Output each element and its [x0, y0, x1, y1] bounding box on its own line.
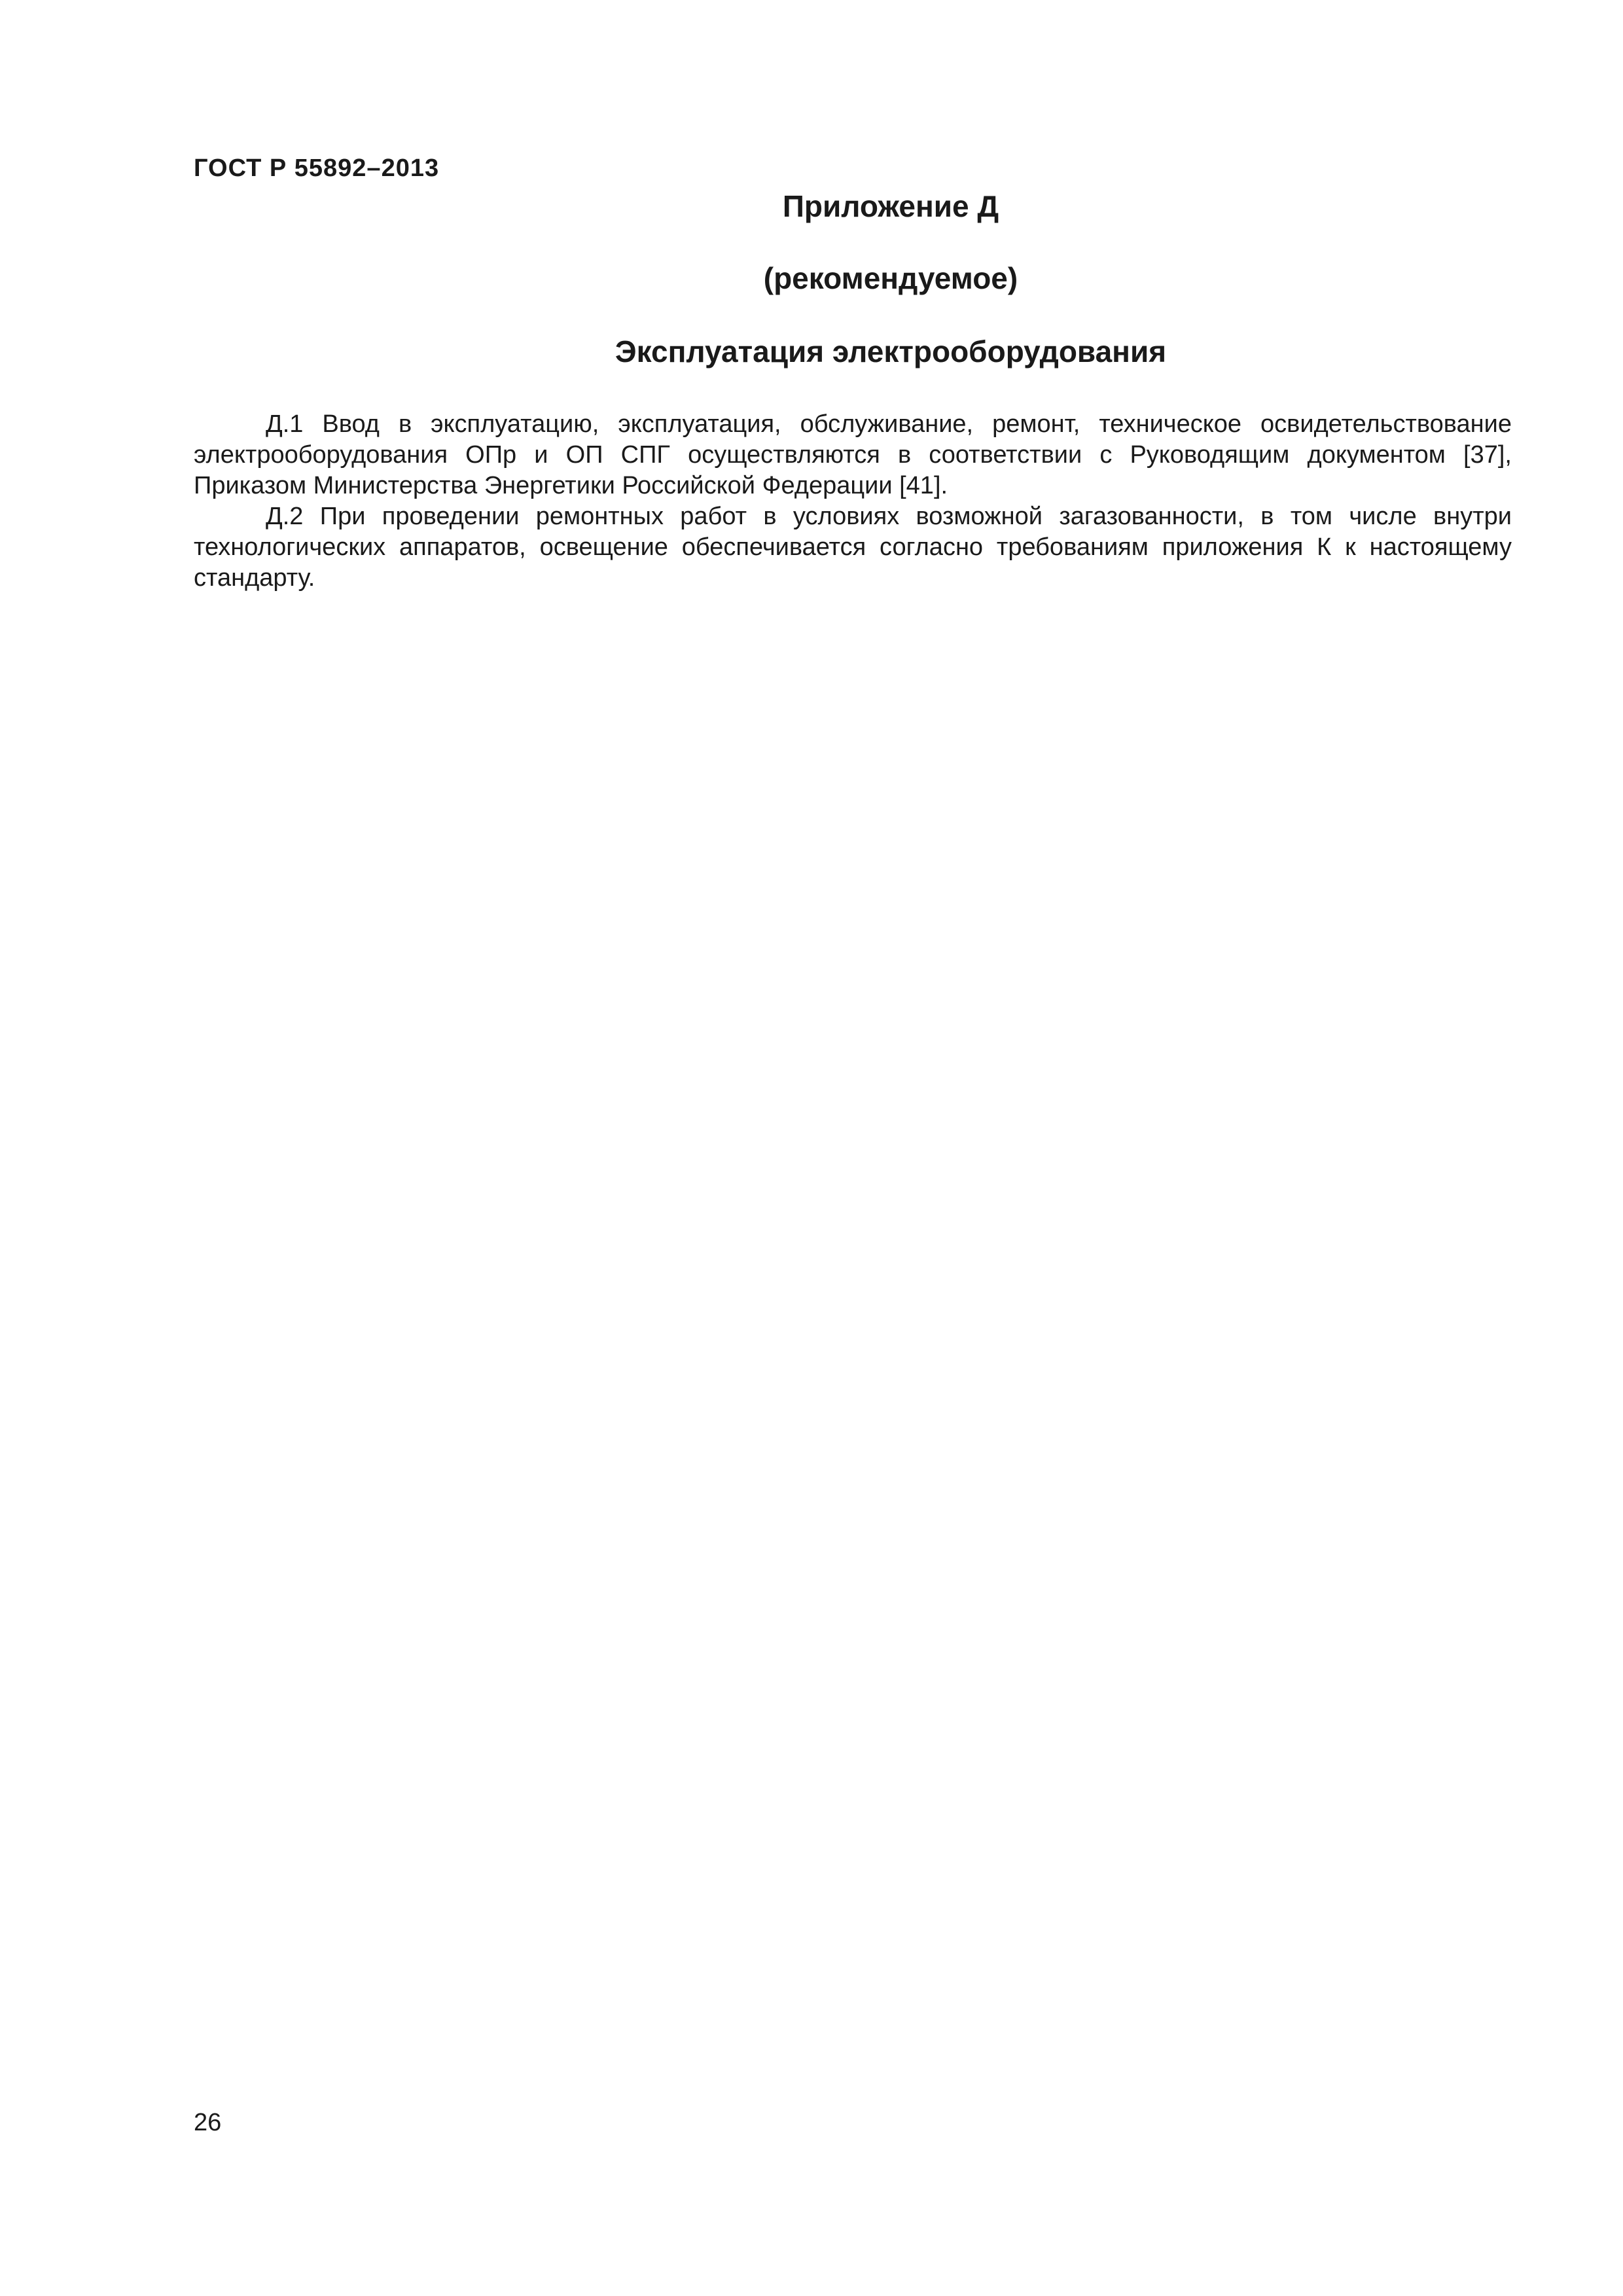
annex-status: (рекомендуемое) — [763, 261, 1018, 295]
annex-title: Приложение Д — [782, 189, 999, 223]
document-code: ГОСТ Р 55892–2013 — [194, 154, 440, 182]
annex-body — [194, 409, 1512, 594]
annex-name: Эксплуатация электрооборудования — [615, 334, 1167, 368]
paragraph-d2: Д.2 При проведении ремонтных работ в условиях возможной загазованности, в том числе внутри технологических аппаратов, освещение обеспечивается согласно требованиям приложения К к настоящему стандарту. — [194, 503, 1512, 592]
paragraph-d1: Д.1 Ввод в эксплуатацию, эксплуатация, обслуживание, ремонт, техническое освидетельствование электрооборудования ОПр и ОП СПГ осуществляются в соответствии с Руководящим документом [37], Приказом Министерства Энергетики Российской Федерации [41]. — [194, 410, 1512, 499]
page-number: 26 — [194, 2109, 222, 2136]
